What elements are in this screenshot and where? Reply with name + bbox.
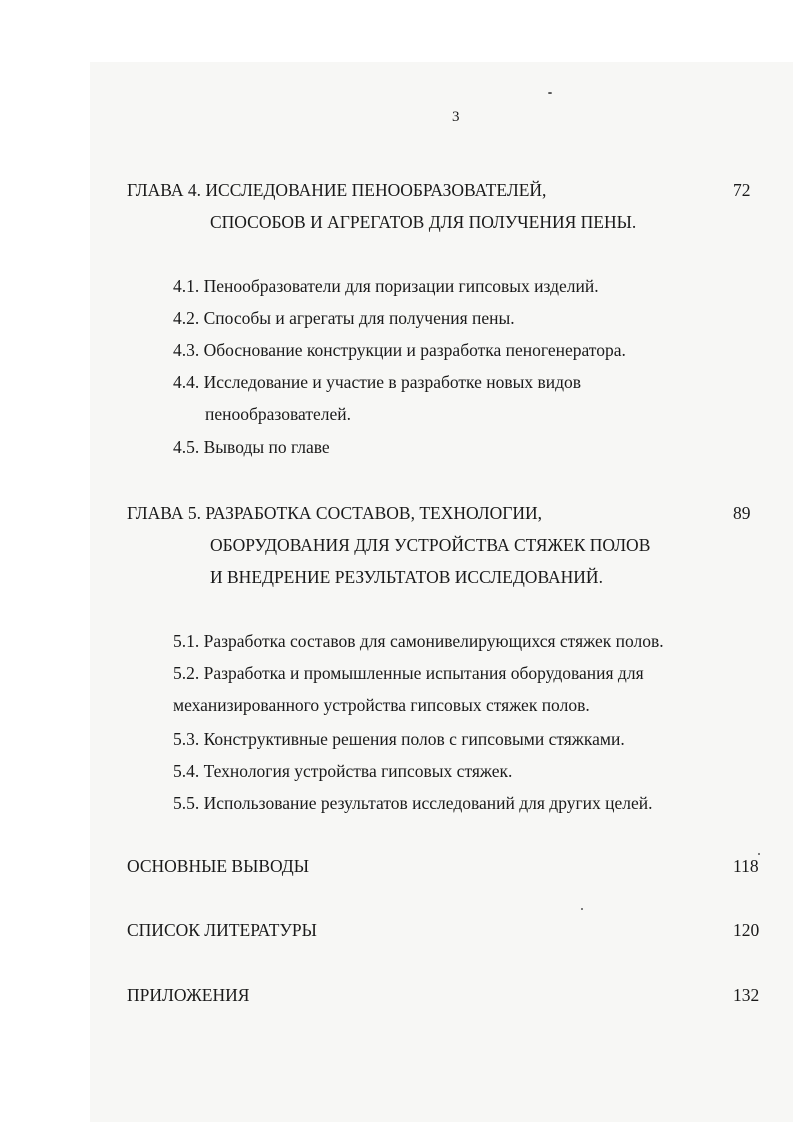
chapter-5-title-line-2: ОБОРУДОВАНИЯ ДЛЯ УСТРОЙСТВА СТЯЖЕК ПОЛОВ <box>210 535 651 555</box>
chapter-4-title-line-2: СПОСОБОВ И АГРЕГАТОВ ДЛЯ ПОЛУЧЕНИЯ ПЕНЫ. <box>210 212 637 232</box>
toc-item: 5.4. Технология устройства гипсовых стяжек. <box>173 761 513 781</box>
chapter-4-title-line-1: ГЛАВА 4. ИССЛЕДОВАНИЕ ПЕНООБРАЗОВАТЕЛЕЙ, <box>127 180 547 200</box>
chapter-4-page: 72 <box>733 180 751 200</box>
toc-item-continuation: механизированного устройства гипсовых стяжек полов. <box>173 695 590 715</box>
conclusions-heading: ОСНОВНЫЕ ВЫВОДЫ <box>127 856 310 876</box>
toc-item: 4.5. Выводы по главе <box>173 437 330 457</box>
toc-item: 5.1. Разработка составов для самонивелирующихся стяжек полов. <box>173 631 664 651</box>
toc-item: 4.4. Исследование и участие в разработке новых видов <box>173 372 582 392</box>
conclusions-page: 118 <box>733 856 759 876</box>
chapter-5-page: 89 <box>733 503 751 523</box>
scan-speck <box>548 92 552 94</box>
page-number: 3 <box>452 109 460 125</box>
toc-item: 5.5. Использование результатов исследований для других целей. <box>173 793 653 813</box>
toc-item-continuation: пенообразователей. <box>205 404 351 424</box>
chapter-5-title-line-1: ГЛАВА 5. РАЗРАБОТКА СОСТАВОВ, ТЕХНОЛОГИИ, <box>127 503 543 523</box>
references-page: 120 <box>733 920 760 940</box>
toc-item: 5.2. Разработка и промышленные испытания оборудования для <box>173 663 644 683</box>
toc-item: 4.2. Способы и агрегаты для получения пены. <box>173 308 515 328</box>
chapter-5-title-line-3: И ВНЕДРЕНИЕ РЕЗУЛЬТАТОВ ИССЛЕДОВАНИЙ. <box>210 567 603 587</box>
scan-speck <box>581 908 583 910</box>
toc-item: 4.3. Обоснование конструкции и разработка пеногенератора. <box>173 340 626 360</box>
references-heading: СПИСОК ЛИТЕРАТУРЫ <box>127 920 317 940</box>
appendices-page: 132 <box>733 985 760 1005</box>
scan-speck <box>758 853 760 855</box>
toc-item: 4.1. Пенообразователи для поризации гипсовых изделий. <box>173 276 599 296</box>
toc-item: 5.3. Конструктивные решения полов с гипсовыми стяжками. <box>173 729 625 749</box>
appendices-heading: ПРИЛОЖЕНИЯ <box>127 985 250 1005</box>
